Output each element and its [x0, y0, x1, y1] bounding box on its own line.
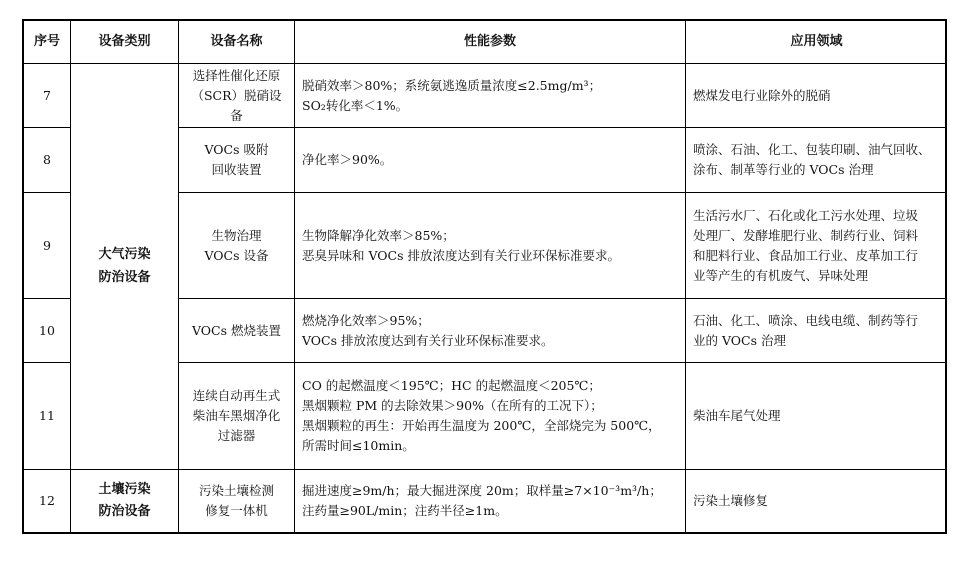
- row-no: 7: [24, 64, 71, 128]
- row-device-name: VOCs 燃烧装置: [179, 299, 295, 363]
- header-device-name: 设备名称: [179, 21, 295, 64]
- row-application: 喷涂、石油、化工、包装印刷、油气回收、 涂布、制革等行业的 VOCs 治理: [686, 128, 947, 193]
- category-air-pollution: 大气污染 防治设备: [71, 64, 179, 470]
- row-params: 掘进速度≥9m/h；最大掘进深度 20m；取样量≥7×10⁻³m³/h； 注药量≥90L/min；注药半径≥1m。: [295, 470, 686, 532]
- row-application: 生活污水厂、石化或化工污水处理、垃圾 处理厂、发酵堆肥行业、制药行业、饲料 和肥料行业、食品加工行业、皮革加工行 业等产生的有机废气、异味处理: [686, 193, 947, 299]
- row-params: 燃烧净化效率＞95%； VOCs 排放浓度达到有关行业环保标准要求。: [295, 299, 686, 363]
- row-application: 石油、化工、喷涂、电线电缆、制药等行 业的 VOCs 治理: [686, 299, 947, 363]
- device-table: [22, 19, 947, 534]
- row-application: 污染土壤修复: [693, 493, 769, 508]
- row-device-name: 污染土壤检测 修复一体机: [179, 470, 295, 532]
- row-device-name: 选择性催化还原 （SCR）脱硝设备: [179, 64, 295, 128]
- row-no: 12: [24, 470, 71, 532]
- row-params: 净化率＞90%。: [295, 128, 686, 193]
- row-no: 11: [24, 363, 71, 470]
- row-params: CO 的起燃温度＜195℃；HC 的起燃温度＜205℃； 黑烟颗粒 PM 的去除效果＞90%（在所有的工况下）； 黑烟颗粒的再生：开始再生温度为 200℃，全部烧完为 500℃， 所需时间≤10min。: [295, 363, 686, 470]
- header-params: 性能参数: [295, 21, 686, 64]
- row-params: 脱硝效率＞80%；系统氨逃逸质量浓度≤2.5mg/m³； SO₂转化率＜1%。: [295, 64, 686, 128]
- header-no: 序号: [24, 21, 71, 64]
- category-soil-pollution: 土壤污染 防治设备: [71, 470, 179, 532]
- row-no: 10: [24, 299, 71, 363]
- row-params: 生物降解净化效率＞85%； 恶臭异味和 VOCs 排放浓度达到有关行业环保标准要求。: [295, 193, 686, 299]
- row-device-name: 连续自动再生式 柴油车黑烟净化 过滤器: [179, 363, 295, 470]
- row-device-name: VOCs 吸附 回收装置: [179, 128, 295, 193]
- row-device-name: 生物治理 VOCs 设备: [179, 193, 295, 299]
- header-category: 设备类别: [71, 21, 179, 64]
- row-application: 柴油车尾气处理: [686, 363, 947, 470]
- header-application: 应用领域: [686, 21, 947, 64]
- row-application: 燃煤发电行业除外的脱硝: [686, 64, 947, 128]
- row-no: 8: [24, 128, 71, 193]
- row-no: 9: [24, 193, 71, 299]
